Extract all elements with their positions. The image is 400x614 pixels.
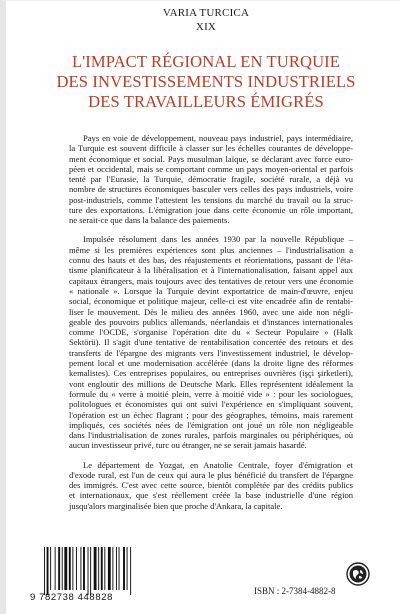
text-line: formule du « verre à moitié plein, verre à moitié vide » : pour les sociologues, <box>69 388 353 399</box>
text-line: péen et occidental, mais se comportant comme un pays moyen-oriental et parfois <box>69 163 353 174</box>
text-line: dans l'industrialisation de zones rurales, parfois marginales ou périphériques, où <box>69 430 353 441</box>
text-line: Le département de Yozgat, en Anatolie Centrale, foyer d'émigration et <box>83 459 353 470</box>
paragraph-3 <box>69 460 353 511</box>
text-line: social, économique et politique majeur, celle-ci est vite encadrée afin de rentabi- <box>69 296 353 307</box>
text-line: jusqu'alors marginalisée bien que proche d'Ankara, la capitale. <box>69 500 283 511</box>
book-title <box>6 52 400 112</box>
text-line: d'exode rural, est l'un de ceux qui aura le plus bénéficié du transfert de l'épargne <box>69 469 353 480</box>
text-line: tisme planificateur à la libéralisation et à l'internationalisation, faisant appel aux <box>69 265 353 276</box>
text-line: tenté par l'Eurasie, la Turquie, démocratie fragile, société rurale, a déjà vu <box>69 174 353 185</box>
text-line: la Turquie est souvent difficile à classer sur les échelles courantes de développe- <box>69 143 353 154</box>
text-line: nombre de structures économiques basculer vers celles des pays industriels, voire <box>69 184 353 195</box>
text-line: des immigrés. C'est avec cette source, bientôt complétée par des crédits publics <box>69 480 353 491</box>
text-line: ture des exportations. L'émigration joue dans cette économie un rôle important, <box>69 205 353 216</box>
blurb-text <box>69 133 353 520</box>
text-line: même si les premières expériences sont plus anciennes – l'industrialisation a <box>69 244 353 255</box>
text-line: vont engloutir des millions de Deutsche Mark. Elles représentent idéalement la <box>69 378 353 389</box>
series-name: VARIA TURCICA <box>162 7 250 19</box>
text-line: comme l'OCDE, s'organise l'opération dite du « Secteur Populaire » (Halk <box>69 327 353 338</box>
text-line: capitaux étrangers, mais toujours avec des tentatives de retour vers une économie <box>69 275 353 286</box>
text-line: l'opération est un échec flagrant ; pour des géographes, témoins, mais rarement <box>69 409 353 420</box>
publisher-globe-icon <box>346 562 370 586</box>
text-line: Sektörü). Il s'agit d'une tentative de rentabilisation concertée des retours et des <box>69 337 353 348</box>
text-line: « nationale ». Lorsque la Turquie devint exportatrice de main-d'œuvre, enjeu <box>69 285 353 296</box>
text-line: politologues et économistes qui ont suivi l'expérience en s'impliquant souvent, <box>69 399 353 410</box>
text-line: Pays en voie de développement, nouveau pays industriel, pays intermédiaire, <box>83 133 353 143</box>
series-number: XIX <box>195 21 217 33</box>
text-line: Impulsée résolument dans les années 1930 par la nouvelle République – <box>83 234 353 245</box>
text-line: connu des hauts et des bas, des réajustements et réorientations, passant de l'éta- <box>69 255 353 266</box>
title-line-2: DES INVESTISSEMENTS INDUSTRIELS <box>56 72 356 91</box>
text-line: post-industriels, comme l'attestent les tensions du marché du travail ou la struc- <box>69 194 353 205</box>
title-line-3: DES TRAVAILLEURS ÉMIGRÉS <box>88 92 324 111</box>
text-line: pement local et une modernisation accélérée (dans la droite ligne des réformes <box>69 358 353 369</box>
title-line-1: L'IMPACT RÉGIONAL EN TURQUIE <box>71 52 341 71</box>
text-line: liser le mouvement. Dès le milieu des années 1960, avec une aide non négli- <box>69 306 353 317</box>
isbn-label: ISBN : 2-7384-4882-8 <box>254 586 336 596</box>
text-line: ne serait-ce que dans la balance des paiements. <box>69 215 230 226</box>
text-line: transferts de l'épargne des migrants vers l'investissement industriel, le dévelop- <box>69 347 353 358</box>
paragraph-2 <box>69 234 353 450</box>
text-line: et internationaux, que s'est réellement créée la base industrielle d'une région <box>69 490 353 501</box>
text-line: aucun investisseur privé, turc ou étranger, ne se serait jamais hasardé. <box>69 440 307 451</box>
text-line: impliqués, ces sociétés nées de l'émigration ont joué un rôle non négligeable <box>69 419 353 430</box>
paragraph-1 <box>69 133 353 226</box>
text-line: ment économique et social. Pays musulman laïque, se déclarant avec force euro- <box>69 153 353 164</box>
text-line: kemalistes). Ces entreprises populaires, ou entreprises ouvrières (işçi şirketleri), <box>69 368 353 379</box>
barcode-digits: 9 782738 448828 <box>30 592 113 603</box>
text-line: geable des pouvoirs publics allemands, néerlandais et d'instances internationales <box>69 316 353 327</box>
